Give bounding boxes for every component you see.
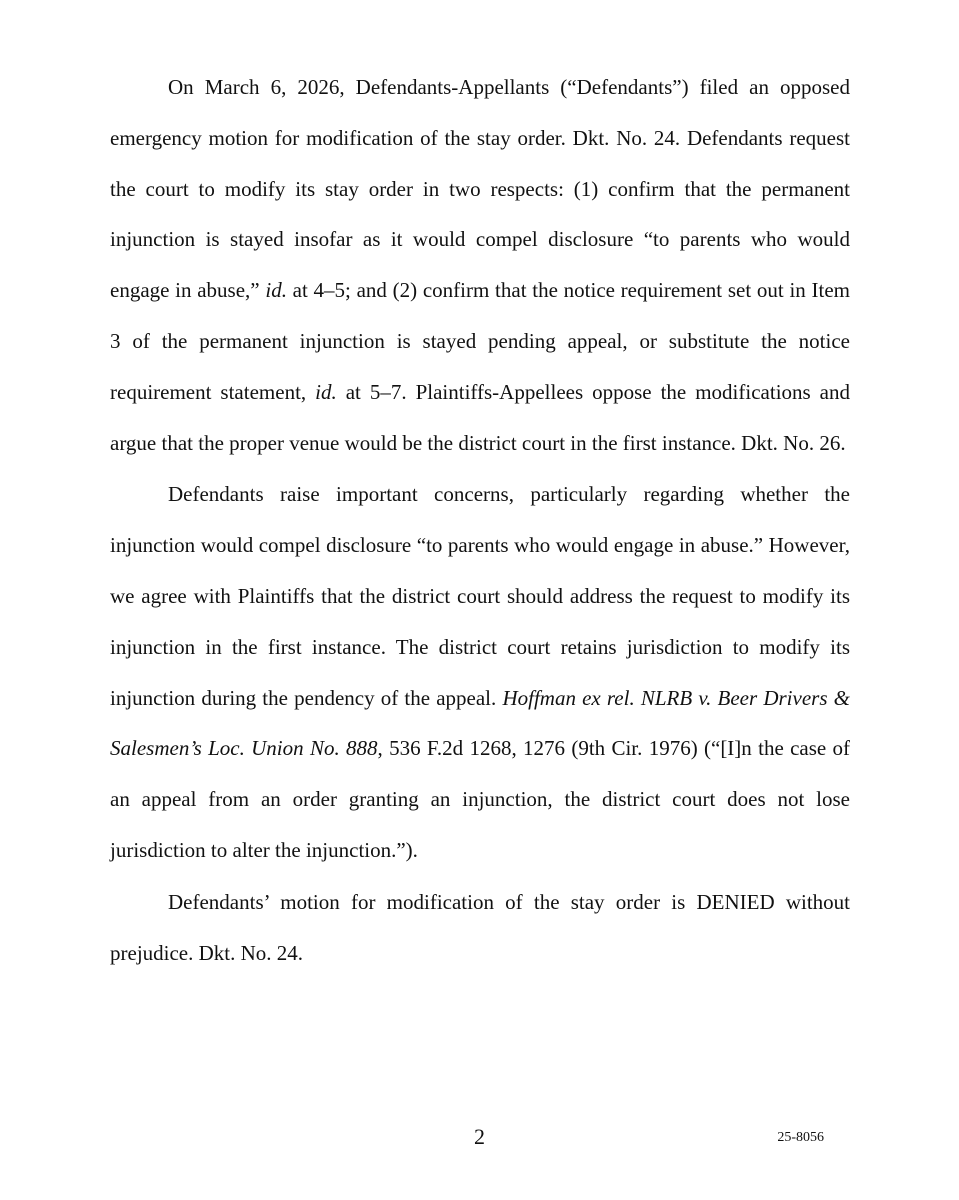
p1-text-1: On March 6, 2026, Defendants-Appellants (“Defendants”) filed an opposed emergency motion for modification of the stay order. Dkt. No. 24. Defendants request the court to modify its stay order in two respects: (1) confirm that the permanent injunction is stayed insofar as it would compel disclosure “to parents who would engage in abuse,”	[110, 75, 850, 303]
p3-text-1: Defendants’ motion for modification of the stay order is DENIED without prejudice. Dkt. No. 24.	[110, 889, 850, 965]
p1-text-2: at 4–5; and (2) confirm that the notice requirement set out in Item 3 of the permanent injunction is stayed pending appeal, or substitute the notice requirement statement,	[110, 278, 850, 404]
p1-citation-id-1: id.	[265, 278, 287, 303]
document-body	[110, 62, 850, 978]
case-number: 25-8056	[777, 1130, 824, 1145]
p1-text-3: at 5–7. Plaintiffs-Appellees oppose the modifications and argue that the proper venue would be the district court in the first instance. Dkt. No. 26.	[110, 379, 850, 455]
paragraph-1	[110, 62, 850, 468]
paragraph-2	[110, 469, 850, 875]
p1-citation-id-2: id.	[315, 379, 337, 404]
page-number: 2	[474, 1124, 485, 1149]
p2-text-1: Defendants raise important concerns, particularly regarding whether the injunction would compel disclosure “to parents who would engage in abuse.” However, we agree with Plaintiffs that the district court should address the request to modify its injunction in the first instance. The district court retains jurisdiction to modify its injunction during the pendency of the appeal.	[110, 482, 850, 710]
paragraph-3	[110, 877, 850, 979]
p2-case-citation: Hoffman ex rel. NLRB v. Beer Drivers & Salesmen’s Loc. Union No. 888	[110, 685, 850, 761]
p2-text-2: , 536 F.2d 1268, 1276 (9th Cir. 1976) (“[I]n the case of an appeal from an order granting an injunction, the district court does not lose jurisdiction to alter the injunction.”).	[110, 736, 851, 862]
